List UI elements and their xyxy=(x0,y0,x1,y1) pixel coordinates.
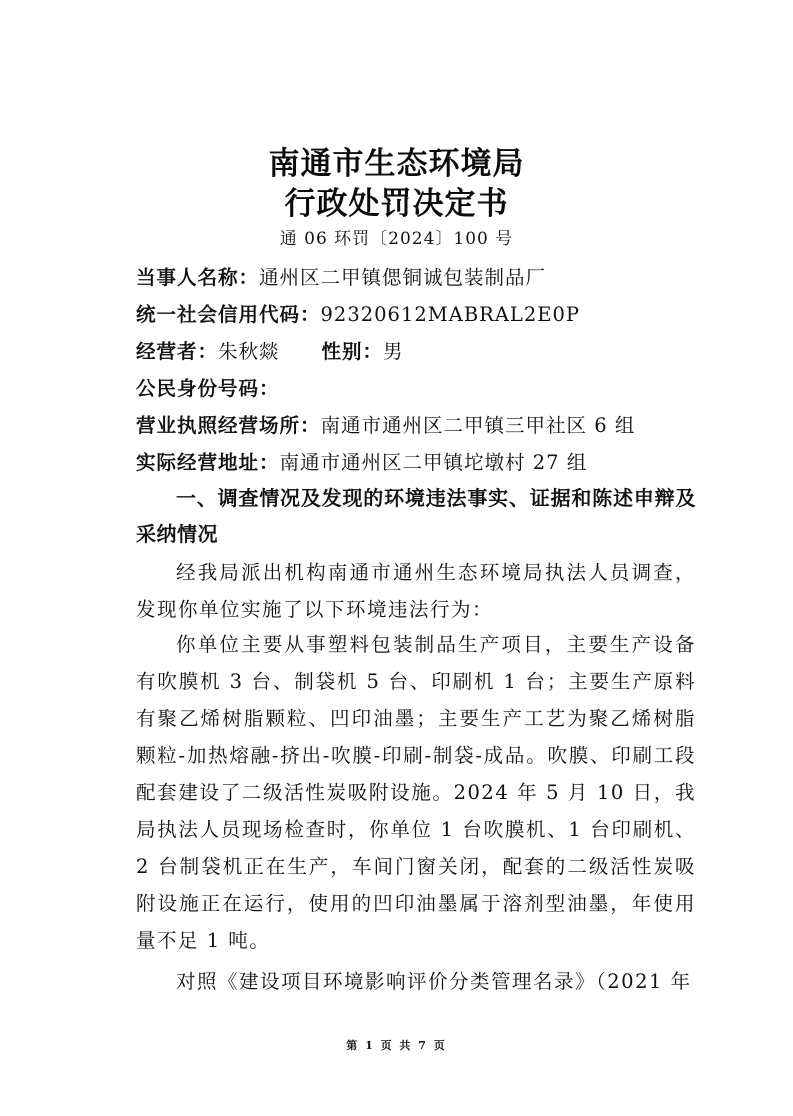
operator-label: 经营者： xyxy=(136,340,219,363)
party-name-label: 当事人名称： xyxy=(136,266,260,289)
credit-code-row xyxy=(136,299,580,327)
license-address-value: 南通市通州区二甲镇三甲社区 6 组 xyxy=(320,414,636,437)
id-number-label: 公民身份号码： xyxy=(136,377,280,400)
section-heading: 一、调查情况及发现的环境违法事实、证据和陈述申辩及采纳情况 xyxy=(136,486,696,546)
credit-code-label: 统一社会信用代码： xyxy=(136,303,321,326)
actual-address-label: 实际经营地址： xyxy=(136,451,280,474)
operator-value: 朱秋燚 xyxy=(218,340,280,363)
document-title-line2: 行政处罚决定书 xyxy=(284,186,509,222)
page-indicator: 第 1 页 共 7 页 xyxy=(346,1039,447,1052)
credit-code-value: 92320612MABRAL2E0P xyxy=(320,303,581,326)
gender-value: 男 xyxy=(383,340,404,363)
paragraph-reference: 对照《建设项目环境影响评价分类管理名录》（2021 年 xyxy=(176,970,692,993)
party-name-row xyxy=(136,262,546,290)
document-title-line1: 南通市生态环境局 xyxy=(268,146,525,182)
paragraph-facts: 你单位主要从事塑料包装制品生产项目，主要生产设备有吹膜机 3 台、制袋机 5 台、印刷机 1 台；主要生产原料有聚乙烯树脂颗粒、凹印油墨；主要生产工艺为聚乙烯树脂颗粒-加热熔融-挤出-吹膜-印刷-制袋-成品。吹膜、印刷工段配套建设了二级活性炭吸附设施。2024 年 5 月 10 日，我局执法人员现场检查时，你单位 1 台吹膜机、1 台印刷机、2 台制袋机正在生产，车间门窗关闭，配套的二级活性炭吸附设施正在运行，使用的凹印油墨属于溶剂型油墨，年使用量不足 1 吨。 xyxy=(136,633,696,952)
gender-label: 性别： xyxy=(321,340,384,363)
party-name-value: 通州区二甲镇偲铜诚包装制品厂 xyxy=(259,266,547,289)
license-address-row xyxy=(136,410,635,438)
actual-address-value: 南通市通州区二甲镇坨墩村 27 组 xyxy=(279,451,588,474)
operator-row xyxy=(136,336,404,364)
id-number-row xyxy=(136,373,280,401)
license-address-label: 营业执照经营场所： xyxy=(136,414,321,437)
document-number: 通 06 环罚〔2024〕100 号 xyxy=(279,229,514,249)
actual-address-row xyxy=(136,447,587,475)
paragraph-investigation: 经我局派出机构南通市通州生态环境局执法人员调查，发现你单位实施了以下环境违法行为： xyxy=(136,561,696,621)
